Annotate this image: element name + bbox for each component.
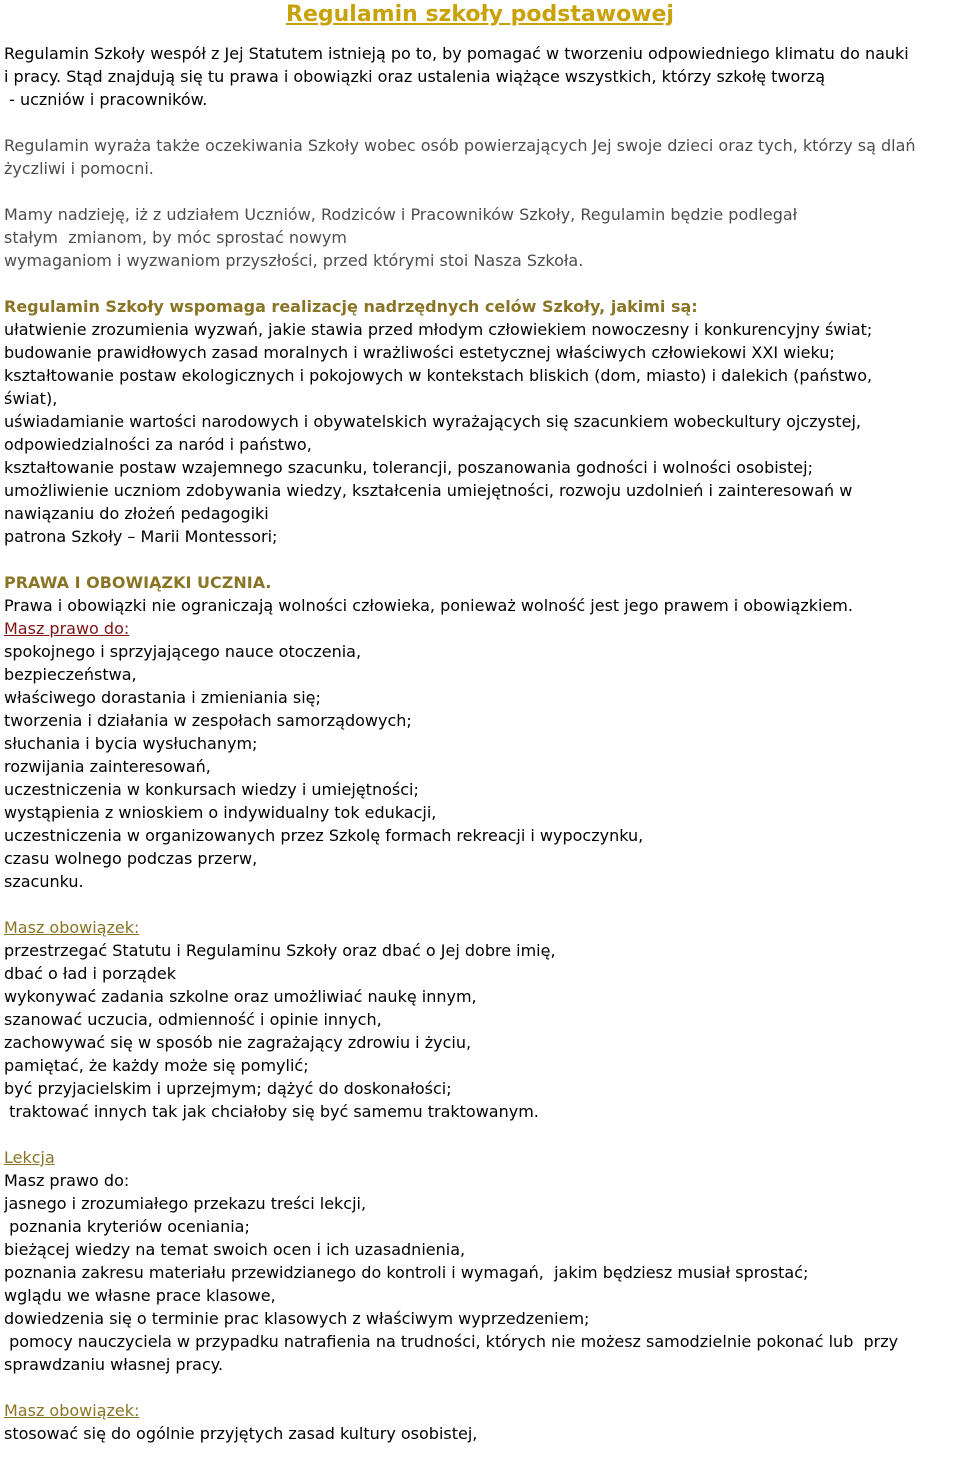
intro-paragraph-2 [4,134,956,180]
duty-item: przestrzegać Statutu i Regulaminu Szkoły oraz dbać o Jej dobre imię, [4,941,556,960]
duty-item: być przyjacielskim i uprzejmym; dążyć do doskonałości; [4,1079,452,1098]
lesson-duty-item: stosować się do ogólnie przyjętych zasad kultury osobistej, [4,1424,478,1443]
text-line: i pracy. Stąd znajdują się tu prawa i obowiązki oraz ustalenia wiążące wszystkich, którzy szkołę tworzą [4,67,826,86]
goal-line: odpowiedzialności za naród i państwo, [4,435,312,454]
goal-line: kształtowanie postaw wzajemnego szacunku, tolerancji, poszanowania godności i wolności osobistej; [4,458,813,477]
goals-section [4,295,956,548]
lesson-heading: Lekcja [4,1148,55,1167]
duty-item: dbać o ład i porządek [4,964,176,983]
goal-line: uświadamianie wartości narodowych i obywatelskich wyrażających się szacunkiem wobeckultury ojczystej, [4,412,861,431]
lesson-right-item: poznania kryteriów oceniania; [4,1217,250,1236]
duty-item: traktować innych tak jak chciałoby się być samemu traktowanym. [4,1102,539,1121]
text-line: stałym zmianom, by móc sprostać nowym [4,228,347,247]
right-item: spokojnego i sprzyjającego nauce otoczenia, [4,642,362,661]
goal-line: ułatwienie zrozumienia wyzwań, jakie stawia przed młodym człowiekiem nowoczesny i konkurencyjny świat; [4,320,873,339]
duty-item: szanować uczucia, odmienność i opinie innych, [4,1010,382,1029]
duty-item: wykonywać zadania szkolne oraz umożliwiać naukę innym, [4,987,477,1006]
lesson-right-item: jasnego i zrozumiałego przekazu treści lekcji, [4,1194,367,1213]
right-item: wystąpienia z wnioskiem o indywidualny tok edukacji, [4,803,437,822]
goal-line: patrona Szkoły – Marii Montessori; [4,527,278,546]
student-rights-section [4,571,956,1123]
page-title: Regulamin szkoły podstawowej [286,2,674,27]
right-item: uczestniczenia w konkursach wiedzy i umiejętności; [4,780,419,799]
lesson-right-item: poznania zakresu materiału przewidzianego do kontroli i wymagań, jakim będziesz musiał sprostać; [4,1263,809,1282]
goal-line: świat), [4,389,58,408]
goal-line: nawiązaniu do złożeń pedagogiki [4,504,269,523]
duties-label: Masz obowiązek: [4,918,140,937]
lesson-right-item: dowiedzenia się o terminie prac klasowych z właściwym wyprzedzeniem; [4,1309,590,1328]
text-line: - uczniów i pracowników. [4,90,208,109]
goal-line: kształtowanie postaw ekologicznych i pokojowych w kontekstach bliskich (dom, miasto) i dalekich (państwo, [4,366,873,385]
duty-item: pamiętać, że każdy może się pomylić; [4,1056,309,1075]
text-line: wymaganiom i wyzwaniom przyszłości, przed którymi stoi Nasza Szkoła. [4,251,584,270]
right-item: tworzenia i działania w zespołach samorządowych; [4,711,412,730]
lesson-duties-label: Masz obowiązek: [4,1401,140,1420]
right-item: właściwego dorastania i zmieniania się; [4,688,321,707]
lesson-section [4,1146,956,1445]
right-item: uczestniczenia w organizowanych przez Szkolę formach rekreacji i wypoczynku, [4,826,644,845]
lesson-right-item: wglądu we własne prace klasowe, [4,1286,276,1305]
text-line: Regulamin Szkoły wespół z Jej Statutem istnieją po to, by pomagać w tworzeniu odpowiedniego klimatu do nauki [4,44,909,63]
lesson-rights-label: Masz prawo do: [4,1171,130,1190]
goals-heading: Regulamin Szkoły wspomaga realizację nadrzędnych celów Szkoły, jakimi są: [4,297,698,316]
text-line: Mamy nadzieję, iż z udziałem Uczniów, Rodziców i Pracowników Szkoły, Regulamin będzie podlegał [4,205,798,224]
duty-item: zachowywać się w sposób nie zagrażający zdrowiu i życiu, [4,1033,472,1052]
right-item: bezpieczeństwa, [4,665,137,684]
intro-paragraph-3 [4,203,956,272]
rights-label: Masz prawo do: [4,619,130,638]
lesson-right-item: pomocy nauczyciela w przypadku natrafienia na trudności, których nie możesz samodzielnie pokonać lub przy [4,1332,899,1351]
rights-intro: Prawa i obowiązki nie ograniczają wolności człowieka, ponieważ wolność jest jego prawem i obowiązkiem. [4,596,853,615]
goal-line: umożliwienie uczniom zdobywania wiedzy, kształcenia umiejętności, rozwoju uzdolnień i zainteresowań w [4,481,853,500]
lesson-right-item: sprawdzaniu własnej pracy. [4,1355,224,1374]
text-line: życzliwi i pomocni. [4,159,154,178]
goal-line: budowanie prawidłowych zasad moralnych i wrażliwości estetycznej właściwych człowiekowi XXI wieku; [4,343,835,362]
document-body [0,42,960,1445]
lesson-right-item: bieżącej wiedzy na temat swoich ocen i ich uzasadnienia, [4,1240,466,1259]
right-item: słuchania i bycia wysłuchanym; [4,734,258,753]
intro-paragraph-1 [4,42,956,111]
text-line: Regulamin wyraża także oczekiwania Szkoły wobec osób powierzających Jej swoje dzieci oraz tych, którzy są dlań [4,136,916,155]
right-item: rozwijania zainteresowań, [4,757,211,776]
right-item: czasu wolnego podczas przerw, [4,849,258,868]
right-item: szacunku. [4,872,84,891]
rights-heading: PRAWA I OBOWIĄZKI UCZNIA. [4,573,272,592]
